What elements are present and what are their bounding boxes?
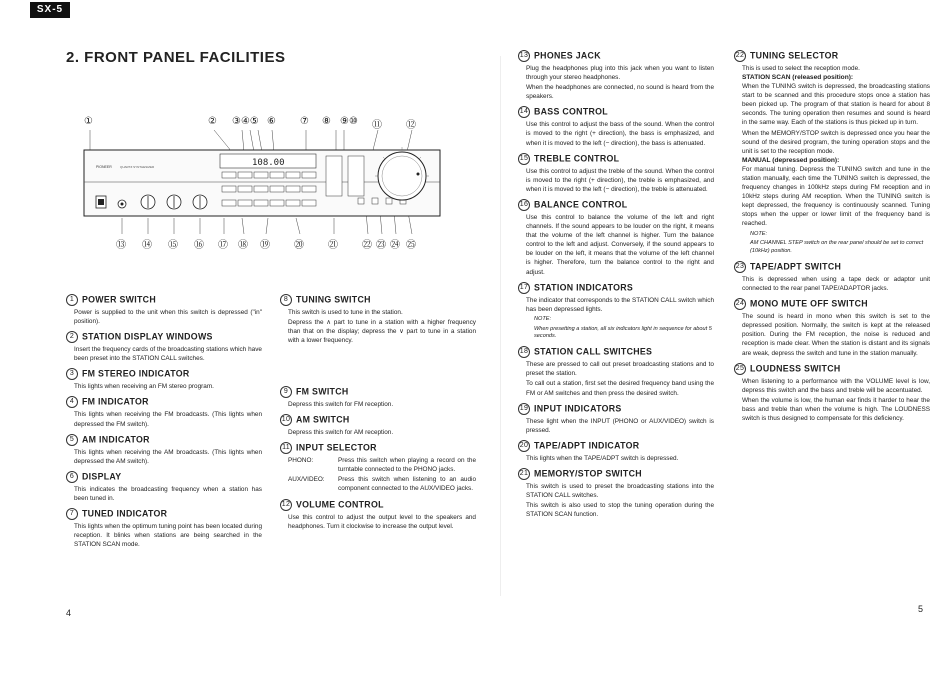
callout-bottom-13: ⑬: [116, 240, 126, 251]
section-11: [280, 442, 476, 493]
section-number: 25: [734, 363, 746, 375]
callout-bottom-16: ⑯: [194, 240, 204, 251]
section-number: 16: [518, 199, 530, 211]
section-text: Power is supplied to the unit when this switch is depressed ("in" position).: [74, 309, 262, 326]
section-number: 23: [734, 261, 746, 273]
callout-top-3-5: ③④⑤: [232, 116, 259, 127]
callout-bottom-21: ㉑: [328, 240, 338, 251]
page-gutter: [500, 56, 501, 596]
section-18: [518, 346, 714, 397]
section-25: [734, 363, 930, 423]
section-heading: [518, 346, 714, 358]
section-heading: [518, 468, 714, 480]
section-3: [66, 368, 262, 391]
definition-term: PHONO:: [288, 457, 314, 465]
section-heading: [66, 294, 262, 306]
note-text: AM CHANNEL STEP switch on the rear panel should be set to correct (10kHz) position.: [750, 240, 924, 255]
callout-top-12: ⑫: [406, 120, 416, 131]
section-title: PHONES JACK: [534, 50, 601, 61]
section-heading: [518, 106, 714, 118]
section-text: This switch is used to tune in the station.: [288, 309, 403, 316]
section-text: This indicates the broadcasting frequency when a station has been tuned in.: [74, 485, 262, 502]
section-text: Use this control to adjust the output level to the speakers and headphones. Turn it clockwise to increase the output level.: [288, 513, 476, 530]
section-heading: [280, 499, 476, 511]
section-number: 1: [66, 294, 78, 306]
section-title: STATION DISPLAY WINDOWS: [82, 331, 213, 342]
section-number: 19: [518, 403, 530, 415]
section-text: This switch is used to preset the broadcasting stations into the STATION CALL switches.: [526, 482, 714, 500]
section-number: 13: [518, 50, 530, 62]
section-heading: [66, 396, 262, 408]
section-6: [66, 471, 262, 503]
section-5: [66, 434, 262, 466]
note-label: NOTE:: [750, 230, 768, 237]
section-title: AM SWITCH: [296, 414, 350, 425]
section-title: FM INDICATOR: [82, 396, 149, 407]
section-title: TAPE/ADPT INDICATOR: [534, 440, 640, 451]
section-number: 15: [518, 153, 530, 165]
section-text: When the MEMORY/STOP switch is depressed once you hear the sound of the desired program, the tuning operation stops and the unit is set to the reception mode.: [742, 129, 930, 155]
section-20: [518, 440, 714, 463]
section-heading: [518, 153, 714, 165]
section-text: This is depressed when using a tape deck or adaptor unit connected to the rear panel TAPE/ADAPTOR jacks.: [742, 275, 930, 293]
section-number: 7: [66, 508, 78, 520]
section-text: When the headphones are connected, no sound is heard from the speakers.: [526, 84, 714, 101]
callout-top-1: ①: [84, 116, 93, 127]
callout-top-11: ⑪: [372, 120, 382, 131]
section-number: 24: [734, 298, 746, 310]
section-number: 12: [280, 499, 292, 511]
section-text: These are pressed to call out preset broadcasting stations and to preset the station.: [526, 361, 714, 378]
callout-top-6: ⑥: [267, 116, 276, 127]
section-text: The sound is heard in mono when this switch is set to the depressed position. Normally, the switch is kept at the released position. During the FM reception, the noise is reduced and reception is made clear. When the station is distant and its signals are weak, depress the switch and tune in the station manually.: [742, 313, 930, 357]
section-text: When the TUNING switch is depressed, the broadcasting stations start to be scanned and this procedure stops once a station has been picked up. The program of that station is heard for about 8 seconds. The tuning operation then resumes and sound is heard in the same way. Each of the stations is thus picked up in turn.: [742, 83, 930, 127]
page-number-left: 4: [66, 608, 72, 618]
callout-bottom-18: ⑱: [238, 240, 248, 251]
section-13: [518, 50, 714, 101]
section-title: VOLUME CONTROL: [296, 498, 384, 509]
section-title: AM INDICATOR: [82, 433, 150, 444]
mode-heading: STATION SCAN (released position):: [742, 74, 854, 82]
section-title: TUNED INDICATOR: [82, 508, 168, 519]
section-heading: [518, 282, 714, 294]
section-text: When listening to a performance with the VOLUME level is low, depress this switch and the bass and treble will be accentuated.: [742, 377, 930, 394]
section-text: This switch is also used to stop the tuning operation during the STATION SCAN function.: [526, 502, 714, 519]
svg-text:PIONEER: PIONEER: [96, 165, 112, 169]
section-text: These light when the INPUT (PHONO or AUX/VIDEO) switch is pressed.: [526, 417, 714, 434]
section-heading: [518, 199, 714, 211]
section-title: INPUT INDICATORS: [534, 402, 622, 413]
note-text: When presetting a station, all six indicators light in sequence for about 5 seconds.: [534, 325, 712, 340]
section-title: DISPLAY: [82, 471, 122, 482]
column-3: [518, 50, 714, 524]
column-2-top: [280, 294, 476, 350]
section-text: Plug the headphones plug into this jack when you want to listen through your stereo headphones.: [526, 65, 714, 82]
section-title: BALANCE CONTROL: [534, 199, 628, 210]
definition-text: Press this switch when playing a record on the turntable connected to the PHONO jacks.: [338, 457, 476, 474]
callout-bottom-17: ⑰: [218, 240, 228, 251]
note-label: NOTE:: [534, 315, 552, 322]
section-heading: [518, 50, 714, 62]
section-heading: [280, 414, 476, 426]
svg-text:QUARTZ SYNTHESIZER: QUARTZ SYNTHESIZER: [120, 165, 155, 169]
section-heading: [66, 508, 262, 520]
section-number: 22: [734, 50, 746, 62]
section-9: [280, 386, 476, 409]
section-21: [518, 468, 714, 519]
section-title: FM STEREO INDICATOR: [82, 368, 190, 379]
callout-bottom-15: ⑮: [168, 240, 178, 251]
section-heading: [66, 368, 262, 380]
section-title: TUNING SELECTOR: [750, 50, 839, 61]
section-heading: [734, 363, 930, 375]
section-number: 14: [518, 106, 530, 118]
callout-top-7: ⑦: [300, 116, 309, 127]
section-1: [66, 294, 262, 326]
section-text: This lights when receiving the AM broadcasts. (This lights when depressed the AM switch).: [74, 448, 262, 465]
callout-bottom-22: ㉒: [362, 240, 372, 251]
section-14: [518, 106, 714, 147]
section-title: LOUDNESS SWITCH: [750, 362, 841, 373]
section-text: Use this control to adjust the treble of the sound. When the control is moved to the right (+ direction), the treble is emphasized, and when it is moved to the left (− direction), the treble is attenuated.: [526, 167, 714, 193]
section-10: [280, 414, 476, 437]
callout-bottom-23: ㉓: [376, 240, 386, 251]
section-number: 2: [66, 331, 78, 343]
column-4: [734, 50, 930, 428]
section-heading: [518, 403, 714, 415]
section-19: [518, 403, 714, 435]
section-24: [734, 298, 930, 357]
section-heading: [518, 440, 714, 452]
section-16: [518, 199, 714, 277]
section-22: [734, 50, 930, 256]
callout-bottom-24: ㉔: [390, 240, 400, 251]
section-number: 10: [280, 414, 292, 426]
definition-term: AUX/VIDEO:: [288, 476, 325, 484]
section-heading: [66, 471, 262, 483]
callout-bottom-14: ⑭: [142, 240, 152, 251]
section-number: 4: [66, 396, 78, 408]
section-17: [518, 282, 714, 342]
section-text: Depress this switch for FM reception.: [288, 401, 394, 408]
section-12: [280, 499, 476, 531]
section-number: 17: [518, 282, 530, 294]
section-title: TAPE/ADPT SWITCH: [750, 261, 842, 272]
section-title: POWER SWITCH: [82, 294, 156, 305]
section-number: 21: [518, 468, 530, 480]
section-text: Depress this switch for AM reception.: [288, 429, 394, 437]
section-number: 8: [280, 294, 292, 306]
section-text: For manual tuning. Depress the TUNING switch and tune in the station manually, each time the TUNING switch is depressed, the frequency changes in 100kHz steps during FM reception and in 10kHz steps during AM reception. When the TUNING switch is kept depressed, the frequency is continuously scanned. Tuning stops when the upper or lower limit of the frequency band is reached.: [742, 165, 930, 228]
section-text: The indicator that corresponds to the STATION CALL switch which has been depressed lights.: [526, 296, 714, 313]
section-2: [66, 331, 262, 363]
model-tag: SX-5: [30, 2, 70, 18]
section-heading: [66, 331, 262, 343]
page-number-right: 5: [918, 604, 924, 614]
section-23: [734, 261, 930, 293]
section-text: This lights when the TAPE/ADPT switch is depressed.: [526, 454, 679, 462]
section-number: 5: [66, 434, 78, 446]
definition-row: [280, 475, 476, 493]
definition-row: [280, 456, 476, 474]
callout-bottom-25: ㉕: [406, 240, 416, 251]
section-title: INPUT SELECTOR: [296, 442, 377, 453]
section-15: [518, 153, 714, 194]
section-4: [66, 396, 262, 428]
section-title: MEMORY/STOP SWITCH: [534, 468, 642, 479]
section-number: 20: [518, 440, 530, 452]
callout-top-8: ⑧: [322, 116, 331, 127]
definition-text: Press this switch when listening to an audio component connected to the AUX/VIDEO jacks.: [338, 476, 476, 493]
callout-bottom-19: ⑲: [260, 240, 270, 251]
section-heading: [280, 442, 476, 454]
section-number: 3: [66, 368, 78, 380]
section-title: TUNING SWITCH: [296, 294, 371, 305]
section-text: When the volume is low, the human ear finds it harder to hear the bass and treble than when the volume is high. The LOUDNESS switch is thus designed to compensate for this deficiency.: [742, 396, 930, 423]
page-title: 2. FRONT PANEL FACILITIES: [66, 49, 286, 66]
section-heading: [280, 294, 476, 306]
section-title: BASS CONTROL: [534, 106, 608, 117]
section-text: Insert the frequency cards of the broadcasting stations which have been preset into the STATION CALL switches.: [74, 346, 262, 363]
section-text: Depress the ∧ part to tune in a station with a higher frequency than that on the display; depress the ∨ part to tune in a station with a lower frequency.: [288, 319, 476, 345]
section-number: 11: [280, 442, 292, 454]
front-panel-illustration: [82, 116, 442, 262]
section-7: [66, 508, 262, 549]
section-text: Use this control to adjust the bass of the sound. When the control is moved to the right (+ direction), the bass is emphasized, and when it is moved to the left (− direction), the bass is attenuated.: [526, 121, 714, 147]
section-heading: [280, 386, 476, 398]
callout-top-9-10: ⑨⑩: [340, 116, 358, 127]
section-text: Use this control to balance the volume of the left and right channels. If the sound appears to be louder on the right, it means that the volume of the left channel is higher. Turn the balance control to the left and adjust. Conversely, if the sound appears to be louder on the left, it means that the volume of the left channel is higher. Therefore, turn the balance control to the right and adjust.: [526, 213, 714, 276]
section-title: FM SWITCH: [296, 386, 349, 397]
section-number: 9: [280, 386, 292, 398]
section-text: This lights when receiving an FM stereo program.: [74, 383, 214, 391]
section-text: This is used to select the reception mode.: [742, 65, 860, 72]
section-8: [280, 294, 476, 345]
section-heading: [734, 50, 930, 62]
section-title: MONO MUTE OFF SWITCH: [750, 298, 868, 309]
section-number: 18: [518, 346, 530, 358]
section-heading: [734, 298, 930, 310]
column-2-bottom: [280, 386, 476, 536]
section-title: TREBLE CONTROL: [534, 152, 620, 163]
section-title: STATION INDICATORS: [534, 281, 634, 292]
section-text: This lights when the optimum tuning point has been located during reception. It blinks when stations are being searched in the STATION SCAN mode.: [74, 523, 262, 549]
section-number: 6: [66, 471, 78, 483]
section-text: This lights when receiving the FM broadcasts. (This lights when depressed the FM switch).: [74, 411, 262, 428]
column-1: [66, 294, 262, 554]
section-text: To call out a station, first set the desired frequency band using the FM or AM switches and then press the desired switch.: [526, 380, 714, 397]
callout-bottom-20: ⑳: [294, 240, 304, 251]
callout-top-2: ②: [208, 116, 217, 127]
section-title: STATION CALL SWITCHES: [534, 346, 653, 357]
section-heading: [734, 261, 930, 273]
section-heading: [66, 434, 262, 446]
svg-text:108.00: 108.00: [252, 158, 285, 168]
mode-heading: MANUAL (depressed position):: [742, 156, 840, 164]
